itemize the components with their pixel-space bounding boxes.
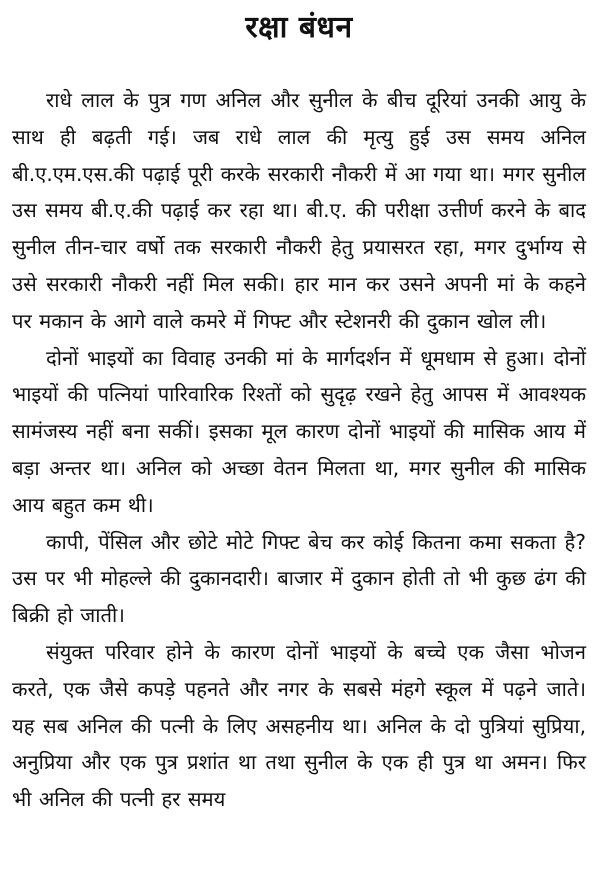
paragraph-3: कापी, पेंसिल और छोटे मोटे गिफ्ट बेच कर कोई कितना कमा सकता है? उस पर भी मोहल्ले की दुकानदारी। बाजार में दुकान होती तो भी कुछ ढंग की बिक्री हो जाती। bbox=[12, 529, 586, 628]
story-title: रक्षा बंधन bbox=[245, 10, 353, 45]
paragraph-2: दोनों भाइयों का विवाह उनकी मां के मार्गदर्शन में धूमधाम से हुआ। दोनों भाइयों की पत्नियां पारिवारिक रिश्तों को सुदृढ़ रखने हेतु आपस में आवश्यक सामंजस्य नहीं बना सकीं। इसका मूल कारण दोनों भाइयों की मासिक आय में बड़ा अन्तर था। अनिल को अच्छा वेतन मिलता था, मगर सुनील की मासिक आय बहुत कम थी। bbox=[12, 345, 586, 517]
paragraph-1: राधे लाल के पुत्र गण अनिल और सुनील के बीच दूरियां उनकी आयु के साथ ही बढ़ती गई। जब राधे लाल की मृत्यु हुई उस समय अनिल बी.ए.एम.एस.की पढ़ाई पूरी करके सरकारी नौकरी में आ गया था। मगर सुनील उस समय बी.ए.की पढ़ाई कर रहा था। बी.ए. की परीक्षा उत्तीर्ण करने के बाद सुनील तीन-चार वर्षो तक सरकारी नौकरी हेतु प्रयासरत रहा, मगर दुर्भाग्य से उसे सरकारी नौकरी नहीं मिल सकी। हार मान कर उसने अपनी मां के कहने पर मकान के आगे वाले कमरे में गिफ्ट और स्टेशनरी की दुकान खोल ली। bbox=[12, 88, 586, 333]
paragraph-4: संयुक्त परिवार होने के कारण दोनों भाइयों के बच्चे एक जैसा भोजन करते, एक जैसे कपड़े पहनते और नगर के सबसे मंहगे स्कूल में पढ़ने जाते। यह सब अनिल की पत्नी के लिए असहनीय था। अनिल के दो पुत्रियां सुप्रिया, अनुप्रिया और एक पुत्र प्रशांत था तथा सुनील के एक ही पुत्र था अमन। फिर भी अनिल की पत्नी हर समय bbox=[12, 639, 586, 812]
